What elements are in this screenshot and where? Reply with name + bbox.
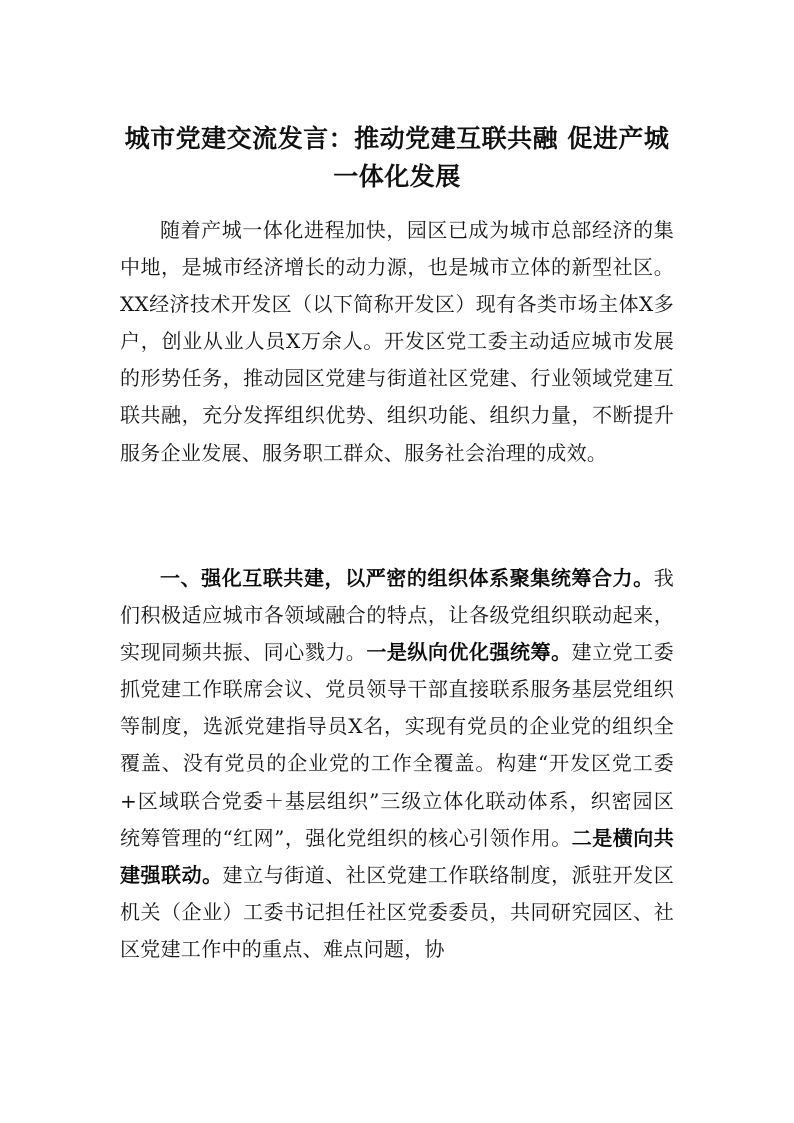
document-title: 城市党建交流发言：推动党建互联共融 促进产城一体化发展 [124,124,670,191]
point-1-label: 一是纵向优化强统筹。 [366,640,572,665]
section-1-text-2: 建立党工委抓党建工作联席会议、党员领导干部直接联系服务基层党组织等制度，选派党建指导员X名，实现有党员的企业党的组织全覆盖、没有党员的企业党的工作全覆盖。构建“开发区党工委+区域联合党委＋基层组织”三级立体化联动体系，织密园区统筹管理的“红网”，强化党组织的核心引领作用。 [120,640,674,850]
section-1-text-1: 我们积极适应城市各领域融合的特点，让各级党组织联动起来，实现同频共振、同心戮力。 [120,566,674,665]
intro-paragraph: 随着产城一体化进程加快，园区已成为城市总部经济的集中地，是城市经济增长的动力源，也是城市立体的新型社区。XX经济技术开发区（以下简称开发区）现有各类市场主体X多户，创业从业人员X万余人。开发区党工委主动适应城市发展的形势任务，推动园区党建与街道社区党建、行业领域党建互联共融，充分发挥组织优势、组织功能、组织力量，不断提升服务企业发展、服务职工群众、服务社会治理的成效。 [120,218,674,465]
section-1-heading: 一、强化互联共建，以严密的组织体系聚集统筹合力。 [160,566,654,590]
section-1-text-3: 建立与街道、社区党建工作联络制度，派驻开发区机关（企业）工委书记担任社区党委委员，共同研究园区、社区党建工作中的重点、难点问题，协 [120,862,674,961]
section-1-paragraph [120,560,674,968]
point-2-label: 二是横向共建强联动。 [120,825,674,887]
